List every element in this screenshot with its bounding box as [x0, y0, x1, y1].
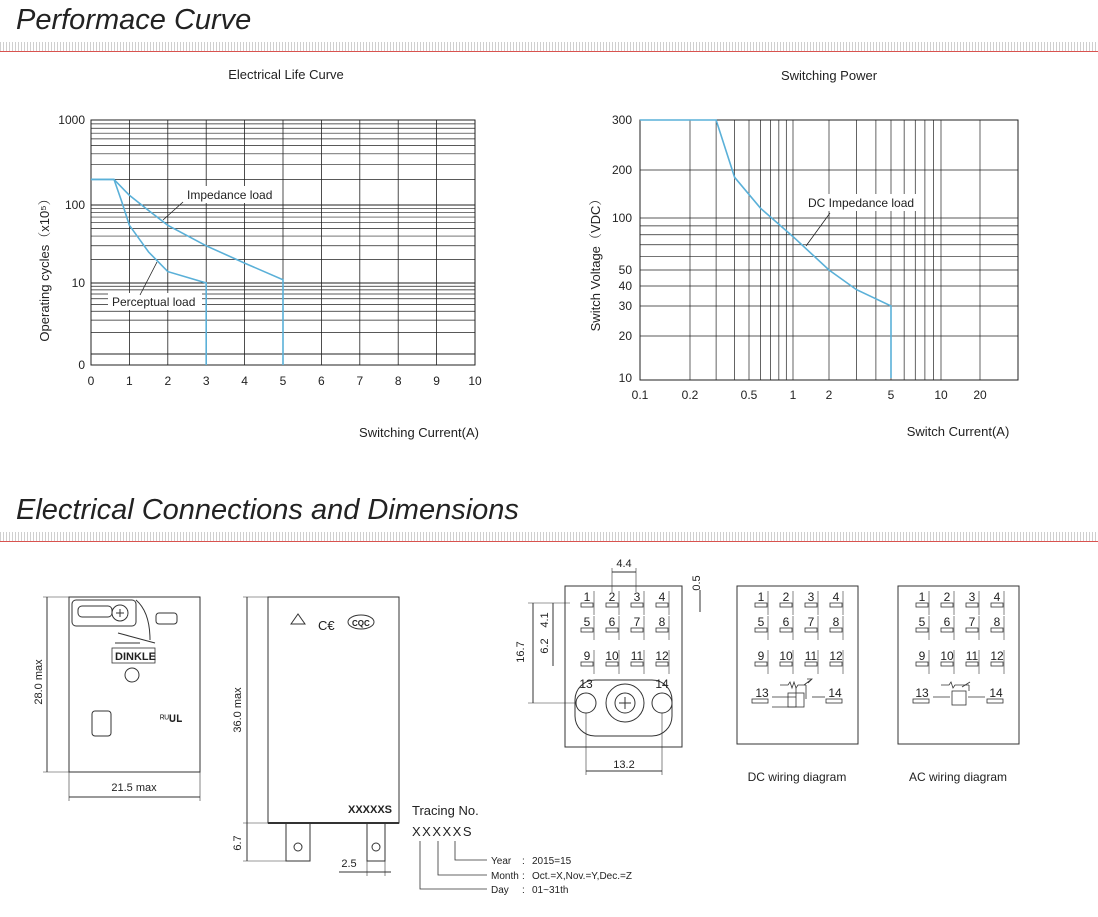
- chart-grid: [640, 120, 1018, 380]
- x-tick-label: 0.5: [740, 388, 758, 402]
- coil-terminal: [576, 693, 596, 713]
- x-tick-label: 7: [356, 374, 364, 388]
- relay-code-label: XXXXXS: [348, 804, 393, 816]
- dim-height-label: 36.0 max: [232, 687, 244, 733]
- y-tick-label: 30: [618, 299, 632, 313]
- coil-terminal: [652, 693, 672, 713]
- y-axis-label: Switch Voltage（VDC）: [588, 192, 603, 332]
- socket-outline: [565, 586, 682, 747]
- pin-number: 14: [989, 686, 1003, 700]
- x-tick-label: 8: [394, 374, 402, 388]
- x-tick-label: 1: [126, 374, 133, 388]
- pin-number: 8: [993, 615, 1001, 629]
- pin-number: 6: [943, 615, 951, 629]
- pin-number: 1: [757, 590, 765, 604]
- x-tick-label: 10: [468, 374, 482, 388]
- ul-mark-icon: ᴿᵁ𝐔𝐋: [160, 714, 183, 725]
- pin-number: 12: [990, 649, 1004, 663]
- electrical-life-chart: [37, 67, 482, 440]
- pin-number: 9: [757, 649, 765, 663]
- pin-number: 9: [918, 649, 926, 663]
- pin-number: 5: [757, 615, 765, 629]
- y-tick-label: 20: [618, 329, 632, 343]
- relay-outline: [69, 597, 200, 772]
- pin-number: 4: [993, 590, 1001, 604]
- y-tick-label: 40: [618, 279, 632, 293]
- series-line-0: [640, 120, 891, 378]
- chart-title: Electrical Life Curve: [228, 67, 344, 82]
- y-axis-label: Operating cycles（x10⁵）: [37, 192, 52, 342]
- pin-number: 11: [965, 649, 979, 663]
- pin-number: 10: [605, 649, 619, 663]
- legend-day-label: Day: [491, 885, 509, 896]
- pin-number: 13: [755, 686, 769, 700]
- dim-row-span-label: 6.2: [539, 638, 551, 654]
- x-tick-labels: [632, 388, 987, 402]
- x-tick-labels: [88, 374, 482, 388]
- pin-number: 13: [915, 686, 929, 700]
- legend-year-value: 2015=15: [532, 856, 572, 867]
- pin-number: 7: [633, 615, 641, 629]
- dim-pin-width-label: 2.5: [341, 858, 357, 870]
- legend-day-value: 01~31th: [532, 885, 569, 896]
- x-tick-label: 4: [241, 374, 248, 388]
- tracing-code: XXXXXS: [412, 824, 474, 839]
- pin-number: 2: [608, 590, 616, 604]
- chart-title: Switching Power: [780, 68, 878, 83]
- x-axis-label: Switching Current(A): [359, 425, 479, 440]
- x-tick-label: 10: [934, 388, 948, 402]
- x-tick-label: 0.1: [631, 388, 649, 402]
- x-tick-label: 0: [87, 374, 95, 388]
- pin-number: 12: [655, 649, 669, 663]
- mounting-hole: [125, 668, 139, 682]
- x-tick-label: 2: [825, 388, 833, 402]
- legend-month-label: Month: [491, 871, 519, 882]
- dim-offset-label: 0.5: [691, 575, 703, 591]
- test-button: [72, 600, 136, 626]
- y-tick-label: 100: [611, 211, 632, 225]
- cqc-mark-icon: CQC: [352, 619, 370, 628]
- pin-number: 11: [630, 649, 644, 663]
- connections-section-title: Electrical Connections and Dimensions: [16, 494, 519, 526]
- series-line-1: [91, 179, 206, 365]
- pin-number: 6: [608, 615, 616, 629]
- pin-number: 8: [658, 615, 666, 629]
- x-tick-label: 5: [279, 374, 287, 388]
- tracing-leaders: [420, 841, 487, 889]
- x-tick-label: 0.2: [681, 388, 699, 402]
- x-tick-label: 20: [973, 388, 987, 402]
- legend-colon: :: [522, 871, 525, 882]
- y-tick-label: 300: [611, 113, 632, 127]
- pin: [286, 823, 310, 861]
- brand-logo: DINKLE: [115, 651, 156, 663]
- x-tick-label: 2: [164, 374, 172, 388]
- pin-number: 4: [832, 590, 840, 604]
- series-label-dc-impedance: DC Impedance load: [808, 196, 915, 210]
- ce-mark-icon: C€: [318, 618, 335, 633]
- legend-colon: :: [522, 885, 525, 896]
- test-button-slot: [78, 606, 112, 617]
- series-group: [91, 179, 283, 365]
- pin-number: 7: [968, 615, 976, 629]
- series-group: [640, 120, 891, 378]
- y-tick-label: 10: [618, 371, 632, 385]
- series-line-0: [91, 179, 283, 365]
- pin-number: 3: [633, 590, 641, 604]
- front-view-drawing: [243, 597, 399, 876]
- dim-coil-span-label: 13.2: [613, 759, 635, 771]
- dc-circuit: [772, 679, 825, 707]
- pin-number: 12: [829, 649, 843, 663]
- ac-diagram-caption: AC wiring diagram: [908, 770, 1008, 784]
- x-tick-label: 6: [318, 374, 325, 388]
- y-tick-label: 0: [78, 358, 85, 372]
- series-label-impedance: Impedance load: [187, 188, 273, 202]
- y-tick-label: 100: [64, 198, 85, 212]
- y-tick-label: 50: [618, 263, 632, 277]
- dim-width-label: 21.5 max: [111, 782, 157, 794]
- pin-number: 10: [940, 649, 954, 663]
- dim-row-pitch-label: 4.1: [539, 612, 551, 628]
- pin-number: 9: [583, 649, 591, 663]
- indicator-window: [156, 613, 177, 624]
- dim-pin-length-label: 6.7: [232, 835, 244, 851]
- x-tick-label: 9: [433, 374, 440, 388]
- pin-number: 4: [658, 590, 666, 604]
- performance-section-title: Performace Curve: [16, 4, 252, 36]
- legend-colon: :: [522, 856, 525, 867]
- y-tick-label: 200: [611, 163, 632, 177]
- y-tick-label: 10: [71, 276, 85, 290]
- pin-number: 6: [782, 615, 790, 629]
- legend-year-label: Year: [491, 856, 512, 867]
- pin-number: 14: [828, 686, 842, 700]
- dim-pitch-label: 4.4: [616, 558, 632, 570]
- switching-power-chart: [588, 68, 1018, 439]
- x-tick-label: 5: [887, 388, 895, 402]
- tracing-title: Tracing No.: [412, 803, 479, 818]
- ac-pin-grid: [913, 590, 1004, 703]
- x-axis-label: Switch Current(A): [906, 424, 1010, 439]
- label-recess: [92, 711, 111, 736]
- dc-diagram-caption: DC wiring diagram: [747, 770, 847, 784]
- pin-number: 5: [918, 615, 926, 629]
- pin-number: 2: [782, 590, 790, 604]
- pin-number: 3: [807, 590, 815, 604]
- pin-number: 3: [968, 590, 976, 604]
- pin-number: 1: [583, 590, 591, 604]
- pin-number: 7: [807, 615, 815, 629]
- side-view-drawing: [43, 597, 200, 801]
- pin-number: 10: [779, 649, 793, 663]
- pin-number: 8: [832, 615, 840, 629]
- x-tick-label: 1: [789, 388, 797, 402]
- legend-month-value: Oct.=X,Nov.=Y,Dec.=Z: [532, 871, 632, 882]
- pin-number: 5: [583, 615, 591, 629]
- pin-number: 13: [579, 677, 593, 691]
- pin-number: 14: [655, 677, 669, 691]
- ac-circuit: [933, 682, 985, 705]
- dim-vertical-label: 16.7: [515, 641, 527, 663]
- warning-mark-icon: [291, 614, 305, 624]
- dim-height-label: 28.0 max: [33, 659, 45, 705]
- pin: [367, 823, 385, 861]
- y-tick-labels: [58, 113, 85, 372]
- y-tick-label: 1000: [58, 113, 85, 127]
- y-tick-labels: [612, 113, 632, 385]
- pin-number: 1: [918, 590, 926, 604]
- series-label-perceptual: Perceptual load: [112, 295, 196, 309]
- pin-number: 11: [804, 649, 818, 663]
- x-tick-label: 3: [202, 374, 210, 388]
- bottom-pin-grid: [579, 590, 669, 691]
- pin-number: 2: [943, 590, 951, 604]
